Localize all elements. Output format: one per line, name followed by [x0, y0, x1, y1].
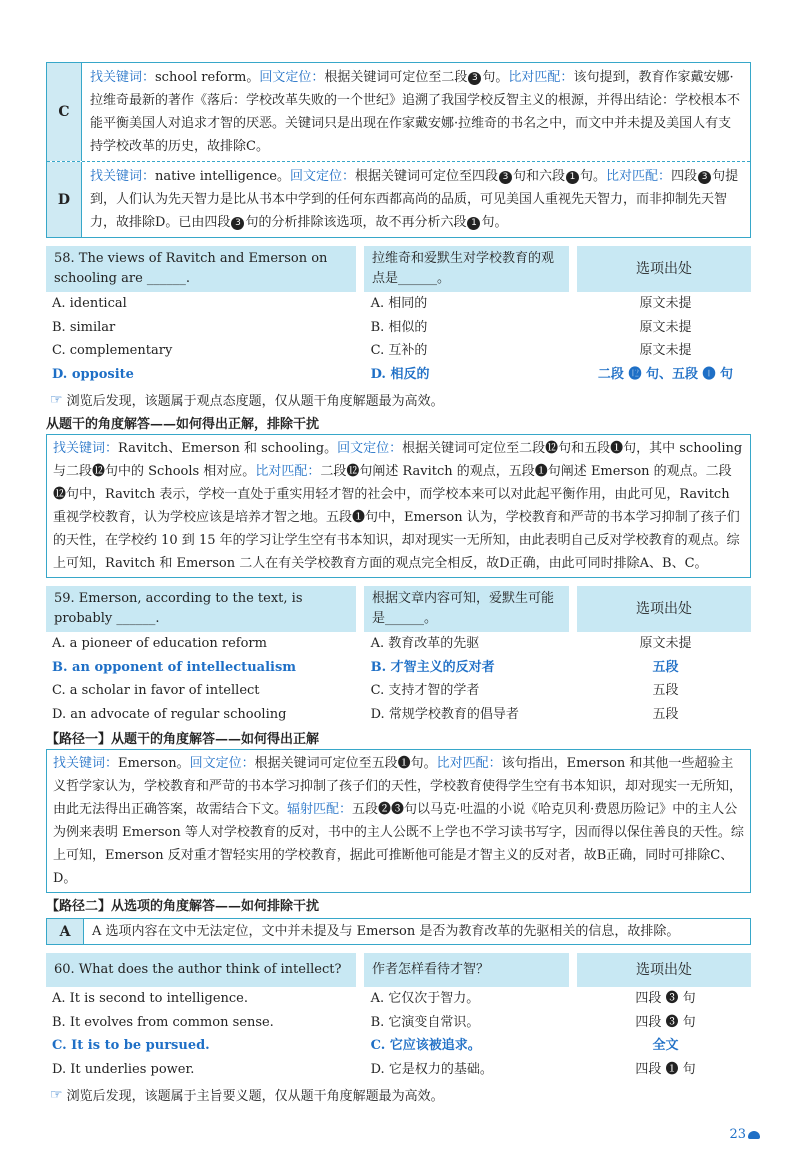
q59-header — [46, 586, 751, 632]
q60-note: ☞ 浏览后发现，该题属于主旨要义题，仅从题干角度解题最为高效。 — [50, 1086, 444, 1104]
q58-stem-cn: 拉维奇和爱默生对学校教育的观点是______。 — [364, 246, 569, 292]
option-en: C. a scholar in favor of intellect — [52, 683, 260, 698]
option-cn: C. 它应该被追求。 — [370, 1038, 481, 1053]
option-en: B. It evolves from common sense. — [52, 1014, 274, 1030]
option-row — [46, 1011, 751, 1035]
q59-analysis: 找关键词：Emerson。回文定位：根据关键词可定位至五段❶句。比对匹配：该句指出，Emerson 和其他一些超验主义哲学家认为，学校教育和严苛的书本学习抑制了孩子们的天性，学校教育使得学生空有书本知识，却对现实一无所知，由此无法得出正确答案，故需结合下文。辐射匹配：五段❷❸句以马克·吐温的小说《哈克贝利·费恩历险记》中的主人公为例来表明 Emerson 等人对学校教育的反对，书中的主人公既不上学也不学习读书写字，因而得以保住善良的天性。综上可知，Emerson 反对重才智轻实用的学校教育，据此可推断他可能是才智主义的反对者，故B正确，同时可排除C、D。 — [46, 749, 751, 893]
option-cn: D. 相反的 — [370, 366, 430, 382]
option-c-analysis: 找关键词：school reform。回文定位：根据关键词可定位至二段 3 句。比对匹配：该句提到，教育作家戴安娜·拉维奇最新的著作《落后：学校改革失败的一个世纪》追溯了我国学校反智主义的根源，并得出结论：学校根本不能平衡美国人对追求才智的厌恶。关键词只是出现在作家戴安娜·拉维奇的书名之中，而文中并未提及美国人有支持学校改革的历史，故排除C。 — [90, 70, 741, 154]
q59-source-header: 选项出处 — [577, 586, 751, 632]
q58-note: ☞ 浏览后发现，该题属于观点态度题，仅从题干角度解题最为高效。 — [50, 391, 444, 409]
option-row — [46, 363, 751, 387]
option-row — [46, 316, 751, 340]
option-en: A. a pioneer of education reform — [52, 636, 267, 651]
q60-options — [46, 987, 751, 1081]
option-source: 四段 ❸ 句 — [635, 1014, 696, 1030]
q59-path1-heading: 【路径一】从题干的角度解答——如何得出正解 — [46, 732, 320, 747]
option-en: C. It is to be pursued. — [52, 1038, 210, 1053]
page-number: 23 — [729, 1127, 760, 1142]
q59-option-a-exclusion — [46, 918, 751, 945]
option-source: 五段 — [652, 706, 679, 722]
option-d-row — [47, 161, 750, 237]
option-row — [46, 339, 751, 363]
option-en: B. similar — [52, 319, 116, 335]
q59-stem-cn: 根据文章内容可知，爱默生可能是______。 — [364, 586, 569, 632]
option-cn: B. 相似的 — [370, 319, 428, 335]
option-source: 二段 ⓬ 句、五段 ❶ 句 — [597, 366, 734, 382]
option-source: 原文未提 — [639, 636, 692, 651]
option-cn: B. 它演变自常识。 — [370, 1014, 480, 1030]
option-source: 四段 ❶ 句 — [635, 1061, 696, 1077]
option-cn: B. 才智主义的反对者 — [370, 659, 495, 675]
option-row — [46, 1034, 751, 1058]
q58-method-heading: 从题干的角度解答——如何得出正解，排除干扰 — [46, 417, 320, 432]
option-source: 原文未提 — [639, 296, 692, 311]
option-source: 四段 ❸ 句 — [635, 991, 696, 1006]
q58-analysis: 找关键词：Ravitch、Emerson 和 schooling。回文定位：根据关键词可定位至二段⓬句和五段❶句，其中 schooling 与二段⓬句中的 Schools 相对应。比对匹配：二段⓬句阐述 Ravitch 的观点，五段❶句阐述 Emerson 的观点。二段⓬句中，Ravitch 表示，学校一直处于重实用轻才智的社会中，而学校本来可以对此起平衡作用，由此可见，Ravitch 重视学校教育，认为学校应该是培养才智之地。五段❶句中，Emerson 认为，学校教育和严苛的书本学习抑制了孩子们的天性，在学校约 10 到 15 年的学习让学生空有书本知识，却对现实一无所知，由此表明自己反对学校教育的观点。综上可知，Ravitch 和 Emerson 二人在有关学校教育方面的观点完全相反，故D正确，由此可同时排除A、B、C。 — [46, 434, 751, 578]
q58-options — [46, 292, 751, 386]
q60-stem-cn: 作者怎样看待才智？ — [364, 953, 569, 987]
q60-header — [46, 953, 751, 987]
option-en: D. opposite — [52, 366, 134, 382]
option-cn: D. 常规学校教育的倡导者 — [370, 706, 519, 722]
q60-stem-en: 60. What does the author think of intellect? — [46, 953, 356, 987]
option-c-row — [47, 63, 750, 161]
option-en: C. complementary — [52, 343, 173, 358]
option-en: A. identical — [52, 296, 127, 311]
option-d-analysis: 找关键词：native intelligence。回文定位：根据关键词可定位至四段 3 句和六段 1 句。比对匹配：四段 3 句提到，人们认为先天智力是比从书本中学到的任何东西都高尚的品质，可见美国人重视先天智力，而非抑制先天智力，故排除D。已由四段 3 句的分析排除该选项，故不再分析六段 1 句。 — [90, 169, 739, 230]
option-source: 五段 — [652, 683, 679, 698]
option-en: B. an opponent of intellectualism — [52, 659, 297, 675]
page-content — [46, 62, 751, 1106]
option-en: D. It underlies power. — [52, 1061, 195, 1077]
option-row — [46, 1058, 751, 1082]
q60-source-header: 选项出处 — [577, 953, 751, 987]
q58-source-header: 选项出处 — [577, 246, 751, 292]
option-cn: A. 相同的 — [370, 296, 428, 311]
option-row — [46, 632, 751, 656]
q59-options — [46, 632, 751, 726]
option-row — [46, 987, 751, 1011]
option-row — [46, 679, 751, 703]
q59-path2-heading: 【路径二】从选项的角度解答——如何排除干扰 — [46, 899, 320, 914]
option-row — [46, 292, 751, 316]
option-cn: A. 它仅次于智力。 — [370, 991, 480, 1006]
option-cn: C. 互补的 — [370, 343, 428, 358]
option-letter: C — [47, 63, 82, 161]
option-source: 原文未提 — [639, 343, 692, 358]
option-en: D. an advocate of regular schooling — [52, 706, 287, 722]
option-cn: A. 教育改革的先驱 — [370, 636, 480, 651]
option-a-text: A 选项内容在文中无法定位，文中并未提及与 Emerson 是否为教育改革的先驱相关的信息，故排除。 — [92, 924, 680, 939]
option-letter: A — [47, 919, 84, 944]
option-source: 五段 — [652, 659, 679, 675]
option-cn: D. 它是权力的基础。 — [370, 1061, 493, 1077]
option-source: 原文未提 — [639, 319, 692, 335]
pointing-hand-icon: ☞ — [50, 391, 63, 408]
option-source: 全文 — [652, 1038, 679, 1053]
q58-header — [46, 246, 751, 292]
q59-stem-en: 59. Emerson, according to the text, is probably ______. — [46, 586, 356, 632]
graduation-cap-icon — [748, 1131, 760, 1139]
option-row — [46, 703, 751, 727]
q58-stem-en: 58. The views of Ravitch and Emerson on schooling are ______. — [46, 246, 356, 292]
option-row — [46, 656, 751, 680]
option-cn: C. 支持才智的学者 — [370, 683, 480, 698]
option-letter: D — [47, 162, 82, 237]
cd-analysis-table — [46, 62, 751, 238]
option-en: A. It is second to intelligence. — [52, 991, 249, 1006]
pointing-hand-icon: ☞ — [50, 1086, 63, 1103]
